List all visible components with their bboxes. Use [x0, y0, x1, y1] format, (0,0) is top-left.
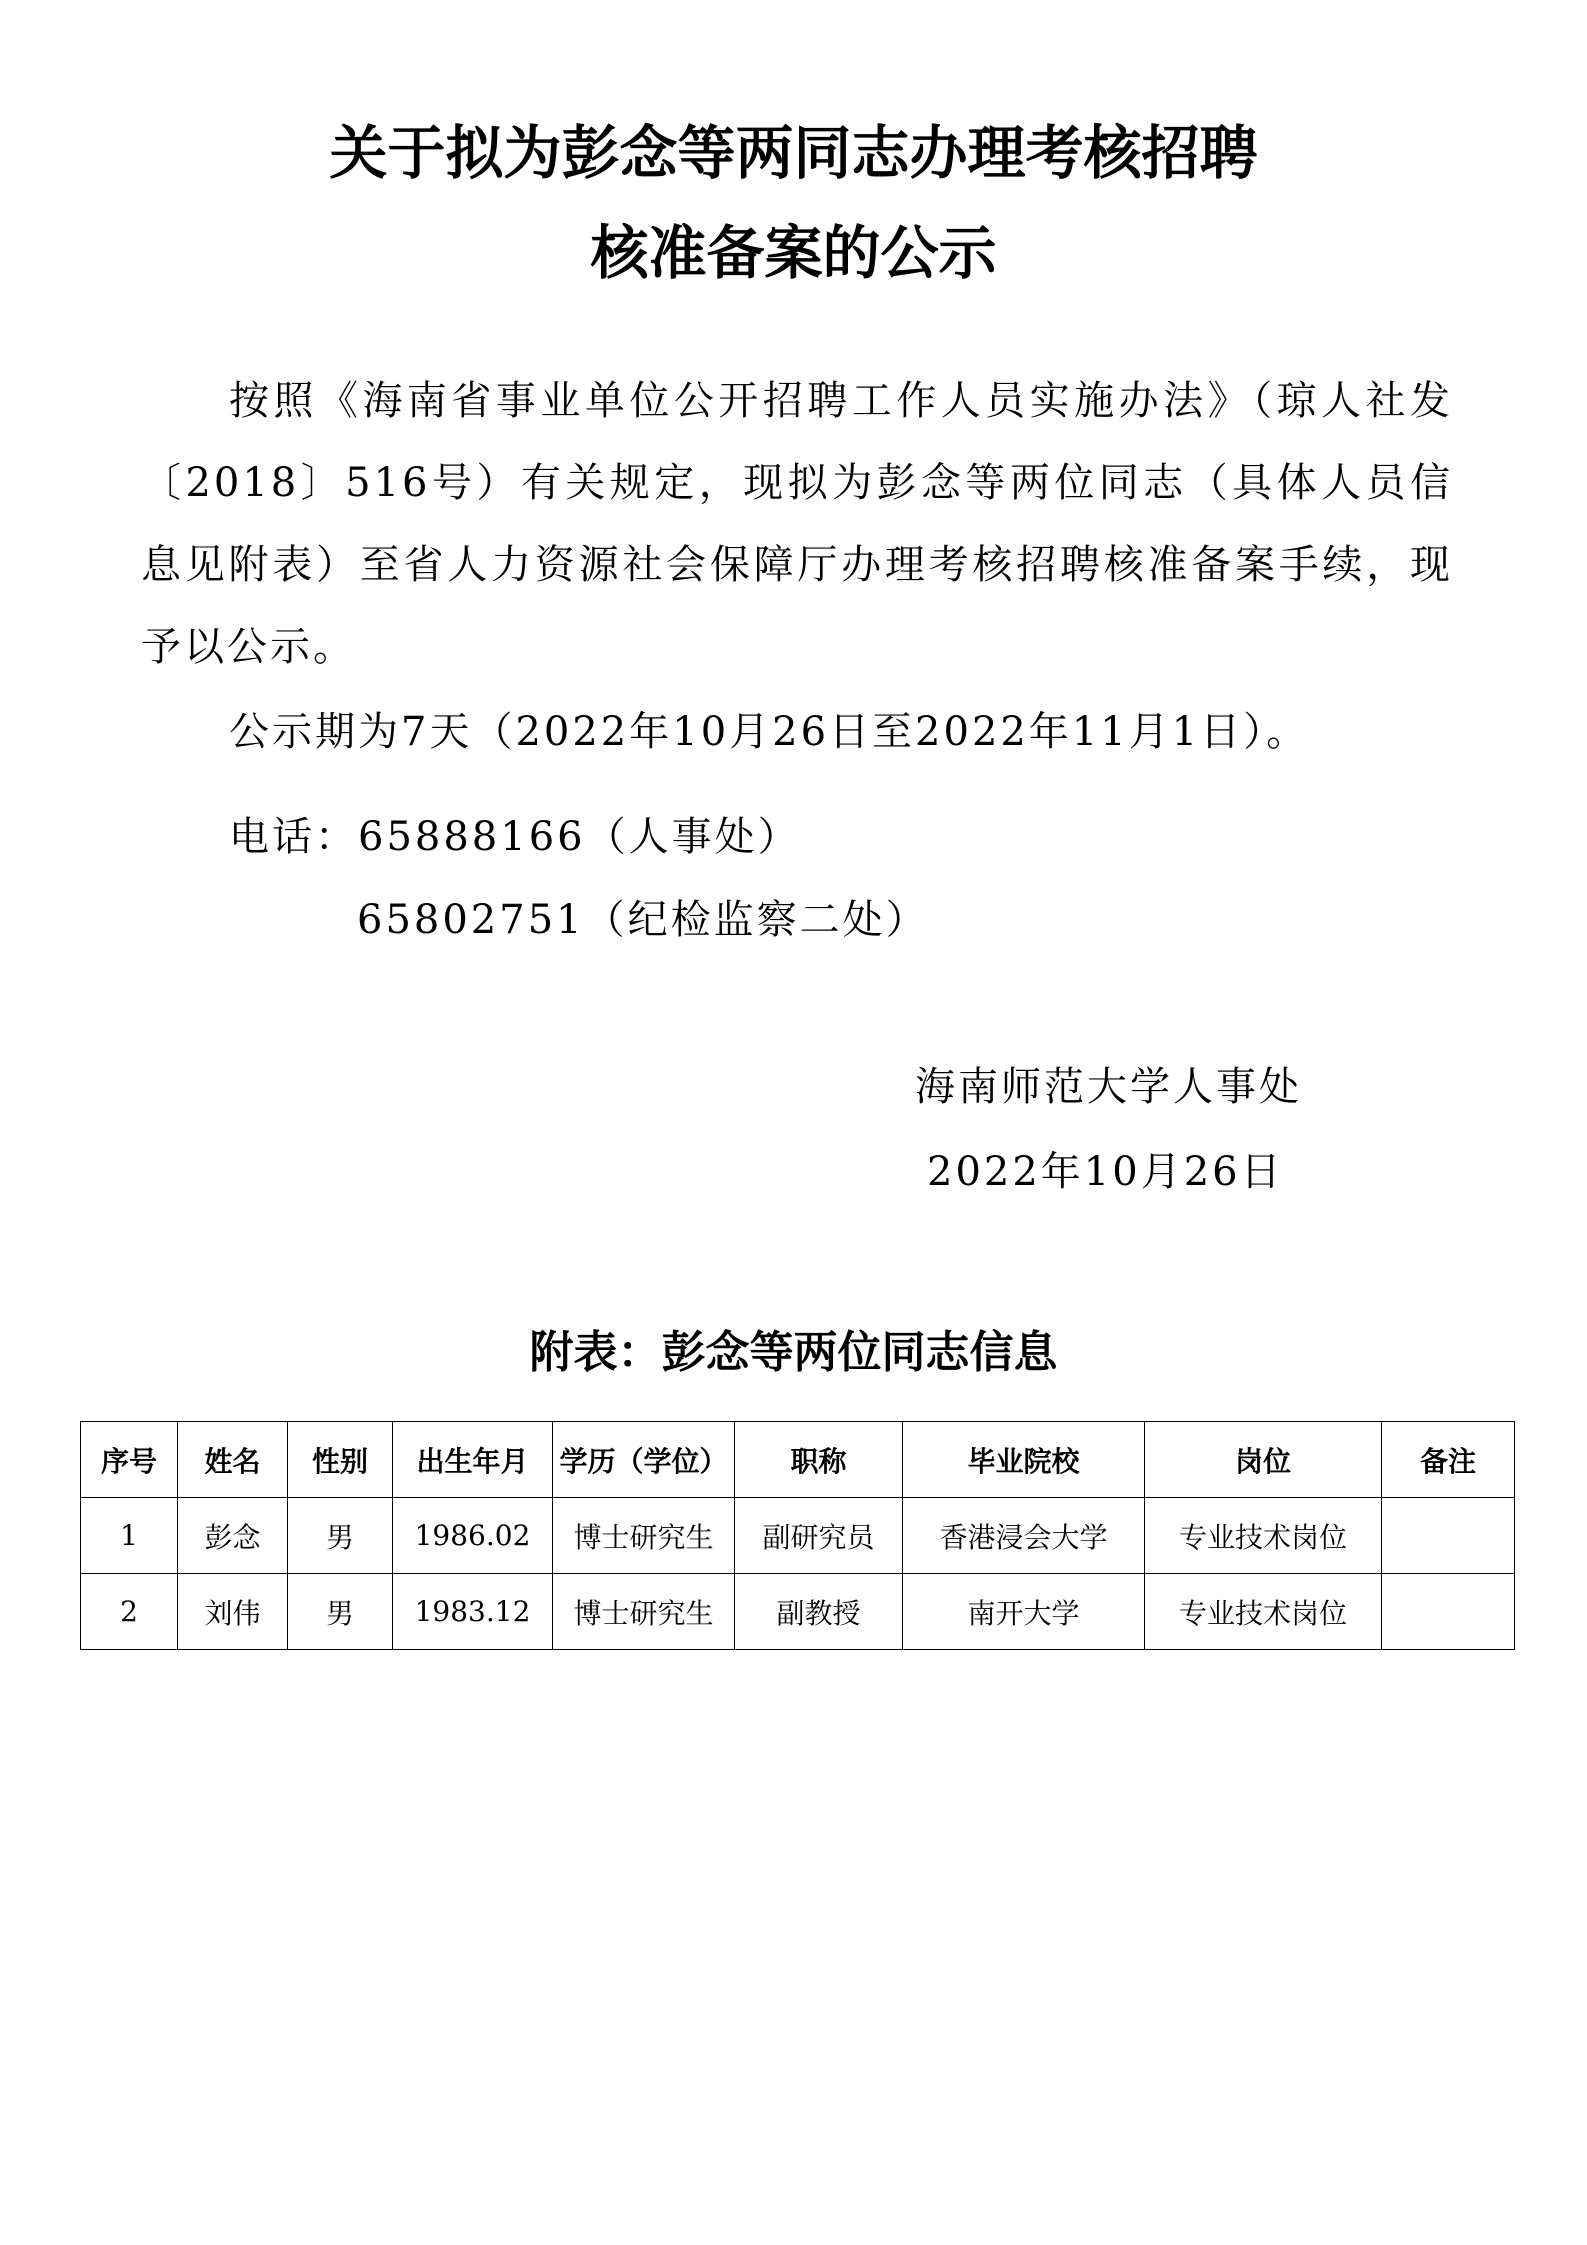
table-header-row [81, 1422, 1515, 1498]
attachment-title: 附表：彭念等两位同志信息 [529, 1327, 1058, 1378]
cell-title: 副研究员 [735, 1498, 903, 1574]
cell-education: 博士研究生 [553, 1574, 735, 1650]
cell-gender: 男 [288, 1498, 393, 1574]
table-row [81, 1574, 1515, 1650]
header-remark: 备注 [1382, 1422, 1515, 1498]
header-education: 学历（学位） [553, 1422, 735, 1498]
signature-date: 2022年10月26日 [927, 1149, 1284, 1195]
header-name: 姓名 [178, 1422, 288, 1498]
header-index: 序号 [81, 1422, 178, 1498]
signature-organization: 海南师范大学人事处 [915, 1064, 1302, 1110]
cell-school: 香港浸会大学 [903, 1498, 1145, 1574]
header-title: 职称 [735, 1422, 903, 1498]
cell-education: 博士研究生 [553, 1498, 735, 1574]
personnel-info-table [80, 1421, 1515, 1650]
cell-school: 南开大学 [903, 1574, 1145, 1650]
cell-remark [1382, 1498, 1515, 1574]
cell-position: 专业技术岗位 [1145, 1498, 1382, 1574]
cell-index: 2 [81, 1574, 178, 1650]
header-gender: 性别 [288, 1422, 393, 1498]
cell-birth: 1986.02 [393, 1498, 553, 1574]
cell-remark [1382, 1574, 1515, 1650]
cell-position: 专业技术岗位 [1145, 1574, 1382, 1650]
table-row [81, 1498, 1515, 1574]
cell-name: 刘伟 [178, 1574, 288, 1650]
header-position: 岗位 [1145, 1422, 1382, 1498]
document-title-line-1: 关于拟为彭念等两同志办理考核招聘 [329, 119, 1258, 187]
notice-paragraph: 按照《海南省事业单位公开招聘工作人员实施办法》（琼人社发〔2018〕516号）有关规定，现拟为彭念等两位同志（具体人员信息见附表）至省人力资源社会保障厅办理考核招聘核准备案手续，现予以公示。 [141, 378, 1453, 670]
notice-period: 公示期为7天（2022年10月26日至2022年11月1日）。 [229, 709, 1310, 755]
header-school: 毕业院校 [903, 1422, 1145, 1498]
cell-index: 1 [81, 1498, 178, 1574]
contact-phone-1: 电话：65888166（人事处） [229, 814, 801, 860]
cell-gender: 男 [288, 1574, 393, 1650]
cell-birth: 1983.12 [393, 1574, 553, 1650]
cell-title: 副教授 [735, 1574, 903, 1650]
cell-name: 彭念 [178, 1498, 288, 1574]
contact-phone-2: 65802751（纪检监察二处） [357, 897, 929, 943]
header-birth: 出生年月 [393, 1422, 553, 1498]
document-title-line-2: 核准备案的公示 [590, 219, 997, 287]
